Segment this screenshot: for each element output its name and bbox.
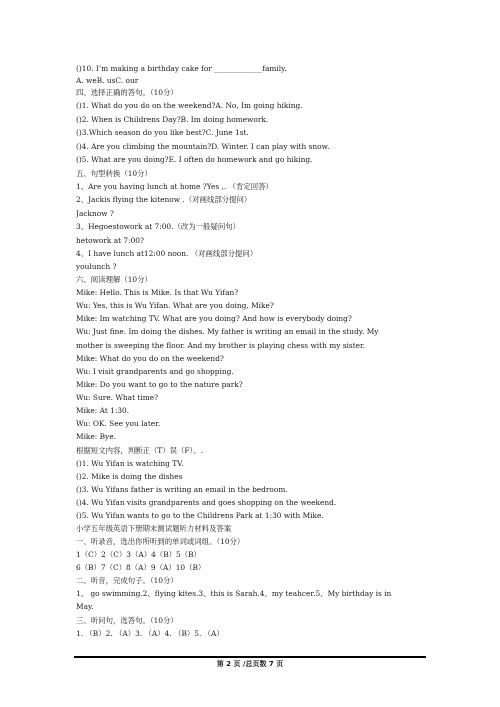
text-line: Jacknow ? [76,209,114,218]
text-line: ()1. What do you do on the weekend?A. No, Im going hiking. [76,101,303,110]
text-line: Mike: Hello. This is Mike. Is that Wu Yifan? [76,288,239,297]
text-line: 1、 go swimming.2、flying kites.3、this is Sarah.4、my teahcer.5、My birthday is in [76,589,392,598]
text-line: ()5. What are you doing?E. I often do homework and go hiking. [76,155,313,164]
text-line: ()2. Mike is doing the dishes [76,472,183,481]
text-line: ()2. When is Childrens Day?B. Im doing homework. [76,115,269,124]
text-line: 6（B）7（C）8（A）9（A）10（B） [76,563,206,572]
text-line: 小学五年级英语下册期末测试题听力材料及答案 [76,524,232,533]
text-line: ()4. Wu Yifan visits grandparents and goes shopping on the weekend. [76,498,337,507]
text-line: Wu: I visit grandparents and go shopping. [76,367,234,376]
text-line: ()5. Wu Yifan wants to go to the Childrens Park at 1:30 with Mike. [76,511,324,520]
text-line: 一、听录音，选出你所听到的单词或词组。（10分） [76,537,245,546]
text-line: A. weB. usC. our [76,76,139,85]
text-line: ()1. Wu Yifan is watching TV. [76,459,184,468]
text-line: 2、Jackis flying the kitenow .（对画线部分提问） [76,195,252,204]
text-line: Wu: Yes, this is Wu Yifan. What are you doing, Mike? [76,301,274,310]
text-line: ()4. Are you climbing the mountain?D. Winter. I can play with snow. [76,142,330,151]
text-line: 六、阅读理解（10分） [76,275,152,284]
text-line: May. [76,602,94,611]
text-line: 4、I have lunch at12:00 noon. （对画线部分提问） [76,249,258,258]
text-line: 3、Hegoestowork at 7:00.（改为一般疑问句） [76,222,241,231]
text-line: Mike: Bye. [76,432,116,441]
text-line: 1、Are you having lunch at home ?Yes ,. （肯定回答） [76,182,273,191]
text-line: youlunch ? [76,262,117,271]
text-line: Mike: What do you do on the weekend? [76,354,224,363]
text-line: Mike: Im watching TV. What are you doing? And how is everybody doing? [76,314,352,323]
text-line: Wu: OK. See you later. [76,419,161,428]
text-line: Mike: Do you want to go to the nature park? [76,380,243,389]
text-line: hetowork at 7:00? [76,236,144,245]
text-line: 二、听音，完成句子。（10分） [76,576,178,585]
footer-rule [74,656,426,658]
text-line: 三、听问句，选答句。（10分） [76,616,178,625]
page-footer: 第 2 页 /总页数 7 页 [216,660,284,668]
text-line: ()3. Wu Yifans father is writing an email in the bedroom. [76,485,288,494]
text-line: 五、句型转换（10分） [76,169,152,178]
text-line: 1（C）2（C）3（A）4（B）5（B） [76,550,201,559]
text-line: ()3.Which season do you like best?C. June 1st. [76,128,249,137]
text-line: Wu: Sure. What time? [76,393,159,402]
text-line: Wu: Just fine. Im doing the dishes. My father is writing an email in the study. My [76,327,379,336]
text-line: 1. （B）2. （A）3. （A）4. （B）5. （A） [76,629,224,638]
text-line: mother is sweeping the floor. And my brother is playing chess with my sister. [76,341,366,350]
text-line: ()10. I’m making a birthday cake for _____________family. [76,64,287,73]
text-line: Mike: At 1:30. [76,406,130,415]
text-line: 四、选择正确的答句。（10分） [76,88,178,97]
text-line: 根据短文内容，判断正（T）误（F）。. [76,446,203,455]
